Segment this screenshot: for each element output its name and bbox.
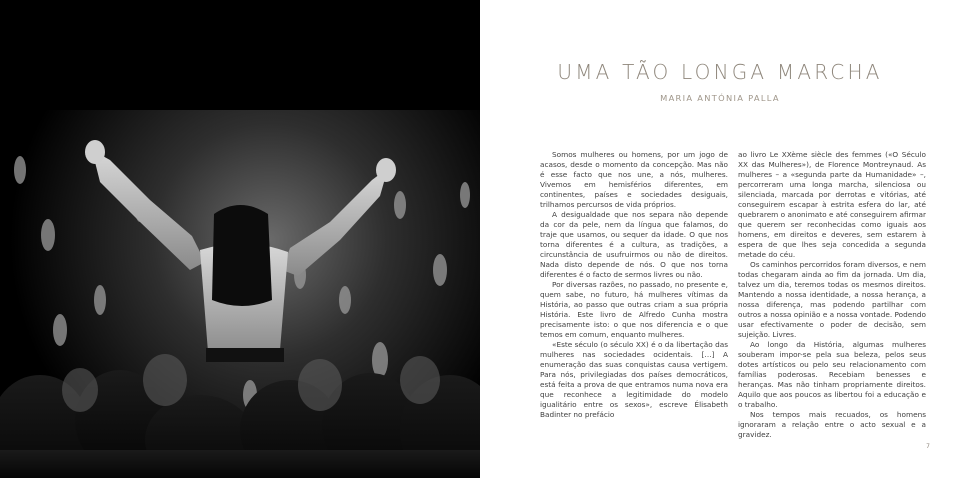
chapter-title: UMA TÃO LONGA MARCHA	[557, 60, 883, 84]
paragraph: Ao longo da História, algumas mulheres souberam impor-se pela sua beleza, pelos seus dotes artísticos ou pelo seu relacionamento com famílias poderosas. Recebiam benesses e heranças. Mas não tinham propriamente direitos. Aquilo que aos poucos as libertou foi a educação e o trabalho.	[738, 340, 926, 409]
paragraph: A desigualdade que nos separa não depende da cor da pele, nem da língua que falamos, do traje que usamos, ou sequer da idade. O que nos torna diferentes é a cultura, as tradições, a circunstância de usufruirmos ou não de direitos. Nada disto depende de nós. O que nos torna diferentes é o facto de sermos livres ou não.	[540, 210, 728, 279]
text-column-left	[540, 150, 728, 420]
author-name: MARIA ANTÓNIA PALLA	[660, 93, 780, 103]
paragraph: Os caminhos percorridos foram diversos, e nem todas chegaram ainda ao fim da jornada. Um dia, talvez um dia, teremos todas os mesmos direitos. Mantendo a nossa identidade, a nossa herança, a nossa diferença, mas podendo partilhar com outros a nossa opinião e a nossa vontade. Podendo usar efectivamente o poder de decisão, sem sujeição. Livres.	[738, 260, 926, 339]
text-page	[480, 0, 960, 478]
paragraph: Por diversas razões, no passado, no presente e, quem sabe, no futuro, há mulheres vítimas da História, ao passo que outras criam a sua própria História. Este livro de Alfredo Cunha mostra precisamente isto: o que nos diferencia e o que temos em comum, enquanto mulheres.	[540, 280, 728, 339]
page-number: 7	[926, 443, 930, 450]
paragraph: Nos tempos mais recuados, os homens ignoraram a relação entre o acto sexual e a gravidez.	[738, 410, 926, 439]
paragraph-continuation: ao livro Le XXème siècle des femmes («O Século XX das Mulheres»), de Florence Montreynaud. As mulheres – a «segunda parte da Humanidade» –, percorreram uma longa marcha, silenciosa ou silenciada, marcada por derrotas e vitórias, até conseguirem escapar à estrita esfera do lar, até quebrarem o anonimato e até conseguirem afirmar que querem ser reconhecidas como iguais aos homens, em direitos e deveres, sem estarem à espera de que lhes seja concedida a segunda metade do céu.	[738, 150, 926, 259]
paragraph: «Este século (o século XX) é o da libertação das mulheres nas sociedades ocidentais. […] A enumeração das suas conquistas causa vertigem. Para nós, privilegiadas dos países democráticos, está feita a prova de que entramos numa nova era que reconhece a legitimidade do modelo igualitário entre os sexos», escreve Élisabeth Badinter no prefácio	[540, 340, 728, 419]
paragraph: Somos mulheres ou homens, por um jogo de acasos, desde o momento da concepção. Mas não é esse facto que nos une, a nós, mulheres. Vivemos em hemisférios diferentes, em continentes, países e sociedades desiguais, trilhamos percursos de vida próprios.	[540, 150, 728, 209]
text-column-right	[738, 150, 926, 440]
